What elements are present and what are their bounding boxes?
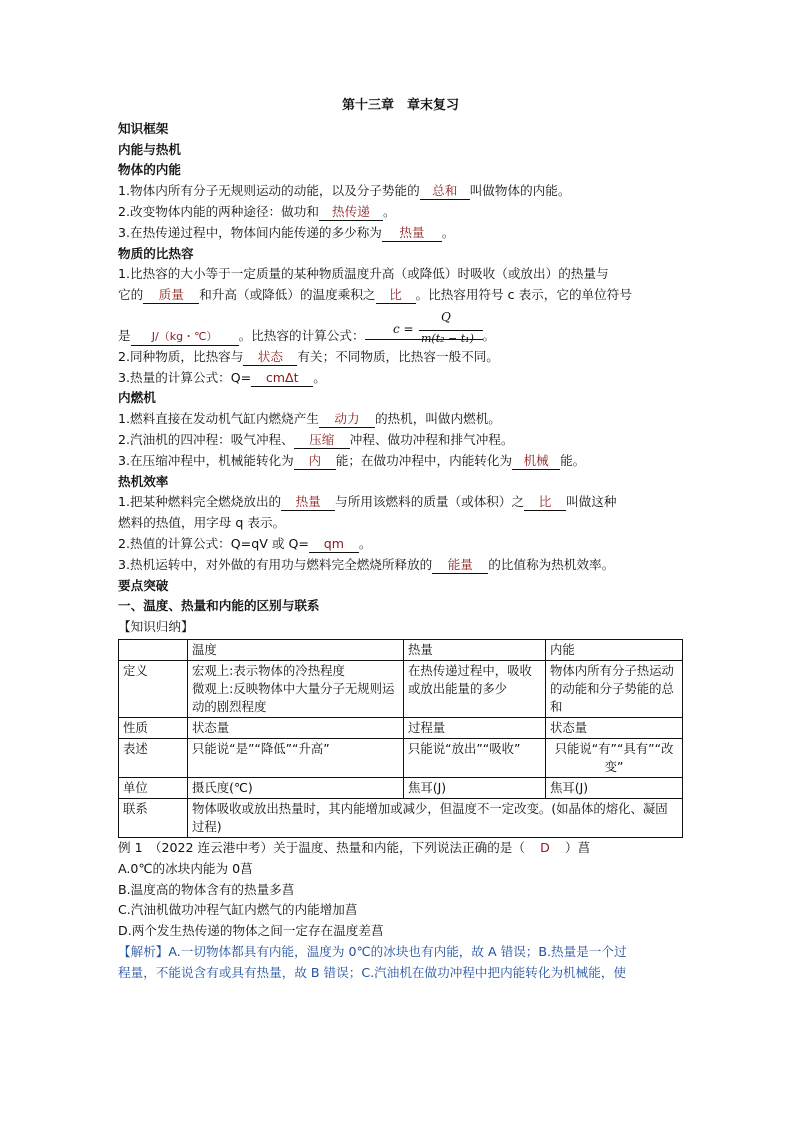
table-cell: 只能说“有”“具有”“改变” bbox=[546, 738, 683, 777]
heading-section-one: 一、温度、热量和内能的区别与联系 bbox=[118, 598, 320, 614]
answer-blank: 能量 bbox=[432, 556, 488, 574]
table-cell: 宏观上:表示物体的冷热程度 微观上:反映物体中大量分子无规则运动的剧烈程度 bbox=[188, 660, 404, 717]
line-6: 3.热量的计算公式：Q= cmΔt 。 bbox=[118, 369, 326, 385]
answer-blank: 状态 bbox=[243, 348, 297, 366]
line-4c: 是 J/（kg・℃） 。比热容的计算公式： 。 bbox=[118, 326, 683, 347]
line-11: 2.热值的计算公式：Q=qV 或 Q= qm 。 bbox=[118, 535, 372, 551]
table-header-cell: 内能 bbox=[546, 639, 683, 660]
analysis-line-1: 【解析】A.一切物体都具有内能，温度为 0℃的冰块也有内能，故 A 错误；B.热量是一个过 bbox=[118, 943, 627, 959]
table-cell: 焦耳(J) bbox=[404, 777, 546, 798]
analysis-tag: 【解析】 bbox=[118, 943, 169, 959]
heading-framework: 知识框架 bbox=[118, 120, 169, 136]
line-5: 2.同种物质，比热容与 状态 有关；不同物质，比热容一般不同。 bbox=[118, 348, 499, 364]
table-cell: 摄氏度(℃) bbox=[188, 777, 404, 798]
table-cell: 焦耳(J) bbox=[546, 777, 683, 798]
heading-internal-heat: 内能与热机 bbox=[118, 141, 181, 157]
table-header-cell: 温度 bbox=[188, 639, 404, 660]
subheading-efficiency: 热机效率 bbox=[118, 473, 169, 489]
analysis-line-2: 程量，不能说含有或具有热量，故 B 错误；C.汽油机在做功冲程中把内能转化为机械能，使 bbox=[118, 964, 627, 980]
formula-lhs: c = bbox=[393, 322, 414, 336]
line-10a: 1.把某种燃料完全燃烧放出的 热量 与所用该燃料的质量（或体积）之 比 叫做这种 bbox=[118, 494, 617, 510]
specific-heat-formula bbox=[393, 310, 485, 352]
answer-blank: cmΔt bbox=[251, 369, 313, 387]
answer-blank: 热量 bbox=[382, 224, 442, 242]
table-cell: 物体吸收或放出热量时，其内能增加或减少，但温度不一定改变。(如晶体的熔化、凝固过程) bbox=[188, 798, 683, 837]
table-row bbox=[119, 777, 683, 798]
option-c: C.汽油机做功冲程气缸内燃气的内能增加菖 bbox=[118, 902, 358, 918]
table-cell: 只能说“放出”“吸收” bbox=[404, 738, 546, 777]
answer-blank: 比 bbox=[524, 493, 566, 511]
fraction-bar bbox=[419, 330, 483, 331]
table-cell: 只能说“是”“降低”“升高” bbox=[188, 738, 404, 777]
table-cell: 性质 bbox=[119, 717, 188, 738]
table-cell: 过程量 bbox=[404, 717, 546, 738]
document-page bbox=[118, 96, 683, 984]
answer-blank: 动力 bbox=[319, 410, 375, 428]
table-cell: 在热传递过程中，吸收或放出能量的多少 bbox=[404, 660, 546, 717]
table-header-cell: 热量 bbox=[404, 639, 546, 660]
line-4b: 它的 质量 和升高（或降低）的温度乘积之 比 。比热容用符号 c 表示，它的单位符号 bbox=[118, 287, 632, 303]
line-1: 1.物体内所有分子无规则运动的动能，以及分子势能的 总和 叫做物体的内能。 bbox=[118, 183, 571, 199]
comparison-table bbox=[118, 639, 683, 838]
table-header-row bbox=[119, 639, 683, 660]
table-cell: 单位 bbox=[119, 777, 188, 798]
formula-numerator: Q bbox=[441, 310, 451, 324]
answer-blank: 内 bbox=[294, 452, 336, 470]
answer-blank: 热量 bbox=[281, 493, 335, 511]
table-cell: 定义 bbox=[119, 660, 188, 717]
subheading-specific-heat: 物质的比热容 bbox=[118, 245, 194, 261]
example-question: 例 1 （2022 连云港中考）关于温度、热量和内能，下列说法正确的是（ D ）菖 bbox=[118, 838, 683, 859]
line-8: 2.汽油机的四冲程：吸气冲程、 压缩 冲程、做功冲程和排气冲程。 bbox=[118, 431, 514, 447]
subheading-internal-energy: 物体的内能 bbox=[118, 162, 181, 178]
example-answer: D bbox=[540, 839, 550, 855]
line-9: 3.在压缩冲程中，机械能转化为 内 能；在做功冲程中，内能转化为 机械 能。 bbox=[118, 452, 586, 468]
table-cell: 状态量 bbox=[188, 717, 404, 738]
table-header-cell bbox=[119, 639, 188, 660]
table-row bbox=[119, 798, 683, 837]
line-3: 3.在热传递过程中，物体间内能传递的多少称为 热量 。 bbox=[118, 224, 455, 240]
line-10b: 燃料的热值，用字母 q 表示。 bbox=[118, 515, 286, 531]
answer-blank: J/（kg・℃） bbox=[131, 328, 239, 346]
answer-blank: 压缩 bbox=[294, 431, 350, 449]
option-d: D.两个发生热传递的物体之间一定存在温度差菖 bbox=[118, 923, 384, 939]
answer-blank: 热传递 bbox=[319, 203, 383, 221]
line-2: 2.改变物体内能的两种途径：做功和 热传递 。 bbox=[118, 203, 396, 219]
line-7: 1.燃料直接在发动机气缸内燃烧产生 动力 的热机，叫做内燃机。 bbox=[118, 411, 501, 427]
table-cell: 表述 bbox=[119, 738, 188, 777]
subheading-engine: 内燃机 bbox=[118, 390, 156, 406]
option-b: B.温度高的物体含有的热量多菖 bbox=[118, 881, 295, 897]
table-row bbox=[119, 660, 683, 717]
answer-blank: 机械 bbox=[512, 452, 560, 470]
answer-blank: 比 bbox=[376, 286, 416, 304]
line-4a: 1.比热容的大小等于一定质量的某种物质温度升高（或降低）时吸收（或放出）的热量与 bbox=[118, 266, 609, 282]
tag-summary: 【知识归纳】 bbox=[118, 619, 194, 635]
answer-blank: 质量 bbox=[143, 286, 199, 304]
table-cell: 物体内所有分子热运动的动能和分子势能的总和 bbox=[546, 660, 683, 717]
line-12: 3.热机运转中，对外做的有用功与燃料完全燃烧所释放的 能量 的比值称为热机效率。 bbox=[118, 556, 615, 572]
table-row bbox=[119, 717, 683, 738]
chapter-title: 第十三章 章末复习 bbox=[341, 98, 459, 113]
heading-key-points: 要点突破 bbox=[118, 577, 169, 593]
option-a: A.0℃的冰块内能为 0菖 bbox=[118, 860, 253, 876]
table-cell: 联系 bbox=[119, 798, 188, 837]
answer-blank: 总和 bbox=[420, 182, 470, 200]
answer-blank: qm bbox=[309, 535, 359, 553]
table-cell: 状态量 bbox=[546, 717, 683, 738]
formula-denominator: m(t₂ − t₁) bbox=[421, 332, 474, 345]
table-row bbox=[119, 738, 683, 777]
